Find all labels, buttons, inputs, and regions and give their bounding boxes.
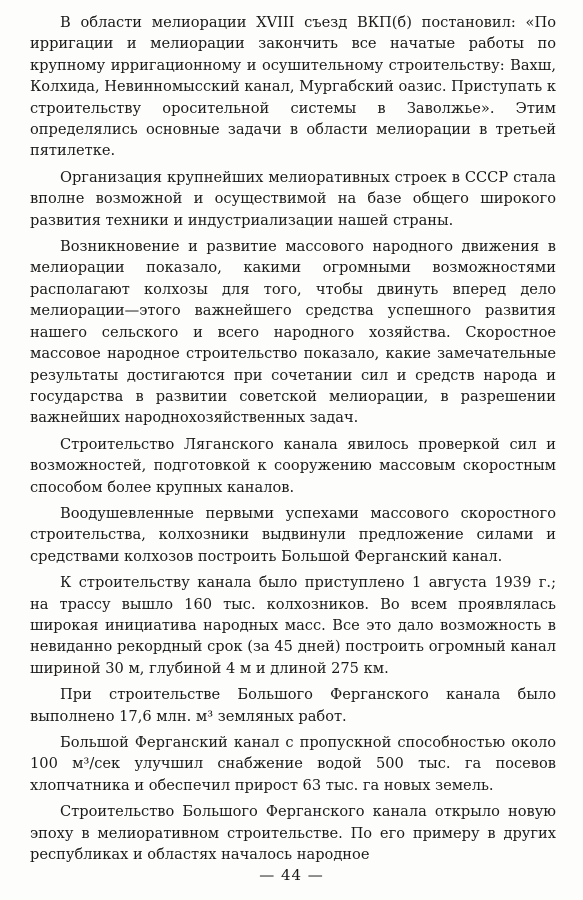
paragraph: При строительстве Большого Ферганского канала было выполнено 17,6 млн. м³ земляных работ.: [30, 686, 556, 725]
body-text: [30, 12, 556, 870]
paragraph: Строительство Большого Ферганского канала открыло новую эпоху в мелиоративном строительстве. По его примеру в других республиках и областях началось народное: [30, 803, 556, 864]
paragraph: Возникновение и развитие массового народного движения в мелиорации показало, какими огромными возможностями располагают колхозы для того, чтобы двинуть вперед дело мелиорации—этого важнейшего средства успешного развития нашего сельского и всего народного хозяйства. Скоростное массовое народное строительство показало, какие замечательные результаты достигаются при сочетании сил и средств народа и государства в развитии советской мелиорации, в разрешении важнейших народнохозяйственных задач.: [30, 238, 556, 427]
paragraph: Организация крупнейших мелиоративных строек в СССР стала вполне возможной и осуществимой на базе общего широкого развития техники и индустриализации нашей страны.: [30, 168, 556, 229]
paragraph: Строительство Ляганского канала явилось проверкой сил и возможностей, подготовкой к сооружению массовым скоростным способом более крупных каналов.: [30, 435, 556, 496]
paragraph: В области мелиорации XVIII съезд ВКП(б) постановил: «По ирригации и мелиорации закончить все начатые работы по крупному ирригационному и осушительному строительству: Вахш, Колхида, Невинномысский канал, Мургабский оазис. Приступать к строительству оросительной системы в Заволжье». Этим определялись основные задачи в области мелиорации в третьей пятилетке.: [30, 14, 556, 160]
paragraph: К строительству канала было приступлено 1 августа 1939 г.; на трассу вышло 160 тыс. колхозников. Во всем проявлялась широкая инициатива народных масс. Все это дало возможность в невиданно рекордный срок (за 45 дней) построить огромный канал шириной 30 м, глубиной 4 м и длиной 275 км.: [30, 574, 556, 677]
paragraph: Большой Ферганский канал с пропускной способностью около 100 м³/сек улучшил снабжение водой 500 тыс. га посевов хлопчатника и обеспечил прирост 63 тыс. га новых земель.: [30, 734, 556, 794]
paragraph: Воодушевленные первыми успехами массового скоростного строительства, колхозники выдвинули предложение силами и средствами колхозов построить Большой Ферганский канал.: [30, 504, 556, 565]
page-number: — 44 —: [259, 866, 324, 884]
